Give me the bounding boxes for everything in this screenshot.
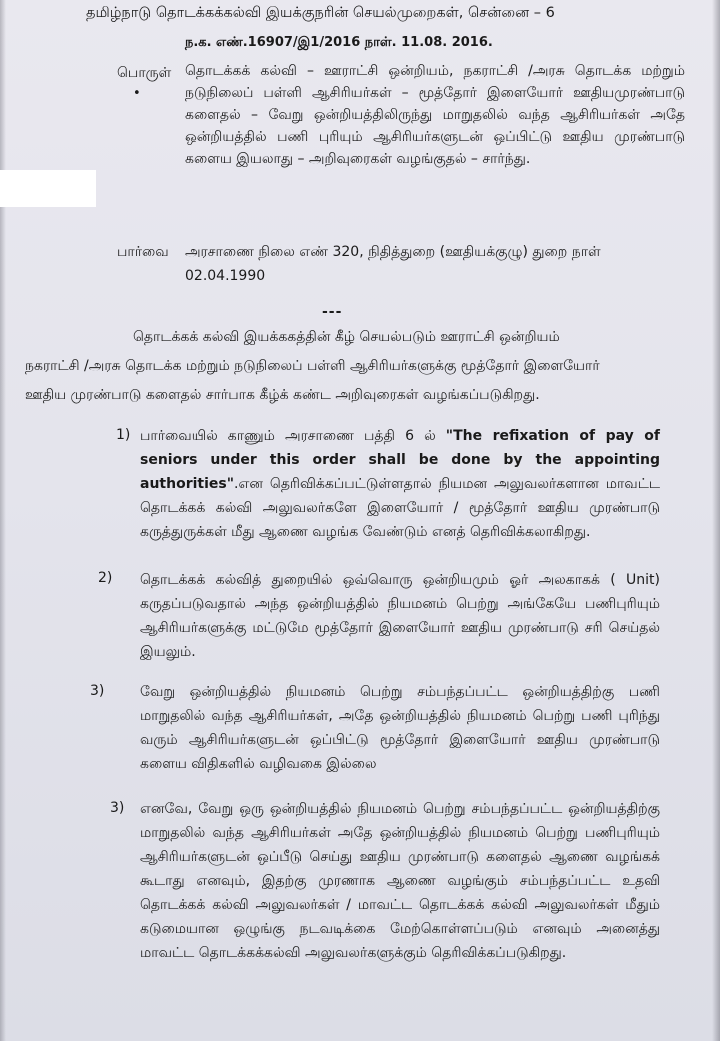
intro-line: நகராட்சி /அரசு தொடக்க மற்றும் நடுநிலைப் பள்ளி ஆசிரியர்களுக்கு மூத்தோர் இளையோர் [25,358,600,374]
paragraph-number: 1) [116,427,131,443]
paragraph-number: 2) [98,570,113,586]
paragraph-1-lead: பார்வையில் காணும் அரசாணை பத்தி 6 ல் [140,428,446,444]
intro-paragraph [25,323,705,410]
intro-line: தொடக்கக் கல்வி இயக்ககத்தின் கீழ் செயல்படும் ஊராட்சி ஒன்றியம் [133,329,560,345]
paragraph-1-rest: .என தெரிவிக்கப்பட்டுள்ளதால் நியமன அலுவலர்களான மாவட்ட தொடக்கக் கல்வி அலுவலர்களே இளையோர் / மூத்தோர் ஊதிய முரண்பாடு கருத்துருக்கள் மீது ஆணை வழங்க வேண்டும் எனத் தெரிவிக்கலாகிறது. [140,476,660,540]
office-heading: தமிழ்நாடு தொடக்கக்கல்வி இயக்குநரின் செயல்முறைகள், சென்னை – 6 [86,5,555,21]
reference-number: ந.க. எண்.16907/இ1/2016 நாள். 11.08. 2016. [185,35,493,50]
subject-text: தொடக்கக் கல்வி – ஊராட்சி ஒன்றியம், நகராட்சி /அரசு தொடக்க மற்றும் நடுநிலைப் பள்ளி ஆசிரியர்கள் – மூத்தோர் இளையோர் ஊதியமுரண்பாடு களைதல் – வேறு ஒன்றியத்திலிருந்து மாறுதலில் வந்த ஆசிரியர்கள் அதே ஒன்றியத்தில் பணி புரியும் ஆசிரியர்களுடன் ஒப்பிட்டு ஊதிய முரண்பாடு களைய இயலாது – அறிவுரைகள் வழங்குதல் – சார்ந்து. [185,63,685,167]
paragraph-1-quote: "The refixation of pay of seniors under this order shall be done by the appointing authorities" [140,428,660,492]
page-shadow-left [0,0,6,1041]
paragraph-number: 3) [90,683,105,699]
section-separator: --- [322,304,343,320]
page-shadow-right [712,0,720,1041]
subject-bullet: • [133,86,141,101]
intro-line: ஊதிய முரண்பாடு களைதல் சார்பாக கீழ்க் கண்ட அறிவுரைகள் வழங்கப்படுகிறது. [25,387,540,403]
paragraph-3: வேறு ஒன்றியத்தில் நியமனம் பெற்று சம்பந்தப்பட்ட ஒன்றியத்திற்கு பணி மாறுதலில் வந்த ஆசிரியர்கள், அதே ஒன்றியத்தில் நியமனம் பெற்று பணி புரிந்து வரும் ஆசிரியர்களுடன் ஒப்பிட்டு மூத்தோர் இளையோர் ஊதிய முரண்பாடு களைய விதிகளில் வழிவகை இல்லை [140,684,660,772]
subject-label: பொருள் [117,65,172,81]
reference-text: அரசாணை நிலை எண் 320, நிதித்துறை (ஊதியக்குழு) துறை நாள் 02.04.1990 [185,244,601,284]
paragraph-1 [140,424,660,544]
redaction-box [0,170,96,207]
paragraph-4: எனவே, வேறு ஒரு ஒன்றியத்தில் நியமனம் பெற்று சம்பந்தப்பட்ட ஒன்றியத்திற்கு மாறுதலில் வந்த ஆசிரியர்கள் அதே ஒன்றியத்தில் நியமனம் பெற்று பணிபுரியும் ஆசிரியர்களுடன் ஒப்பீடு செய்து ஊதிய முரண்பாடு களைதல் ஆணை வழங்கக் கூடாது எனவும், இதற்கு முரணாக ஆணை வழங்கும் சம்பந்தப்பட்ட உதவி தொடக்கக் கல்வி அலுவலர்கள் / மாவட்ட தொடக்கக் கல்வி அலுவலர்கள் மீதும் கடுமையான ஒழுங்கு நடவடிக்கை மேற்கொள்ளப்படும் எனவும் அனைத்து மாவட்ட தொடக்கக்கல்வி அலுவலர்களுக்கும் தெரிவிக்கப்படுகிறது. [140,801,660,961]
paragraph-2: தொடக்கக் கல்வித் துறையில் ஒவ்வொரு ஒன்றியமும் ஓர் அலகாகக் ( Unit) கருதப்படுவதால் அந்த ஒன்றியத்தில் நியமனம் பெற்று அங்கேயே பணிபுரியும் ஆசிரியர்களுக்கு மட்டுமே மூத்தோர் இளையோர் ஊதிய முரண்பாடு சரி செய்தல் இயலும். [140,572,660,660]
reference-label: பார்வை [117,244,169,260]
paragraph-number: 3) [110,800,125,816]
